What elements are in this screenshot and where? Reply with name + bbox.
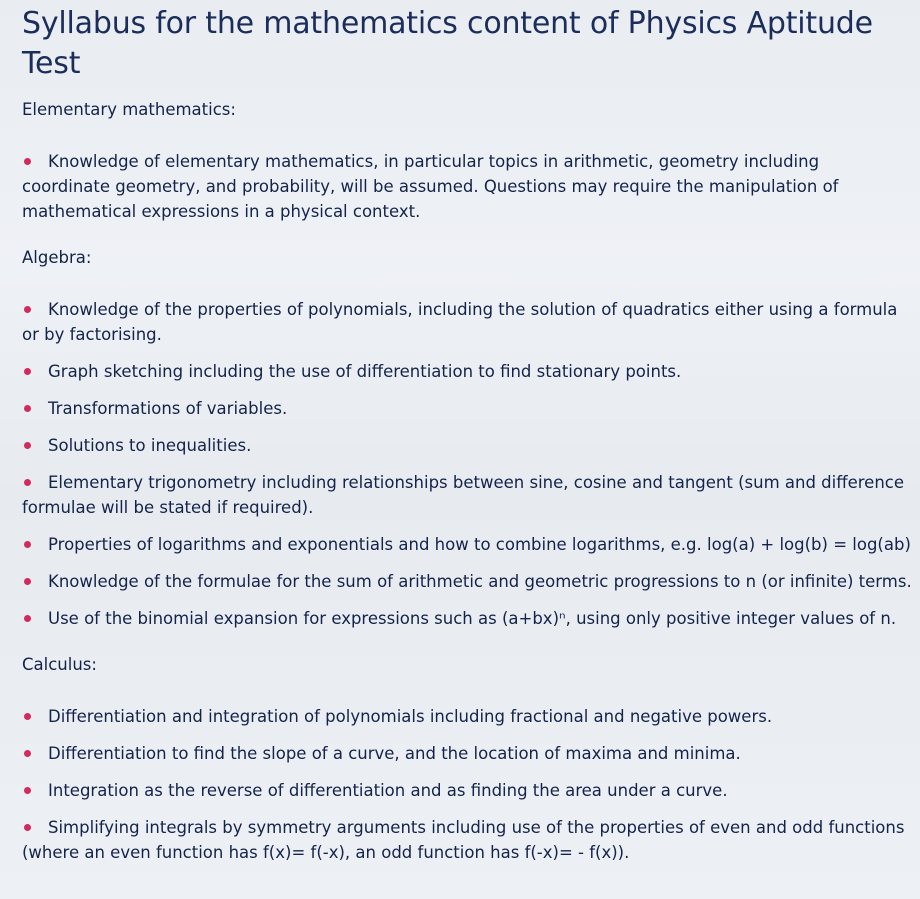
list-item xyxy=(22,569,912,594)
bullet-icon xyxy=(24,405,31,412)
list-item-text: Transformations of variables. xyxy=(48,399,288,418)
bullet-icon xyxy=(24,578,31,585)
topic-list xyxy=(22,149,912,224)
list-item-text: Solutions to inequalities. xyxy=(48,436,252,455)
list-item-text: Properties of logarithms and exponentials and how to combine logarithms, e.g. log(a) + log(b) = log(ab) xyxy=(48,535,911,554)
list-item-text: Elementary trigonometry including relationships between sine, cosine and tangent (sum and difference formulae will be stated if required). xyxy=(22,473,905,517)
topic-list xyxy=(22,704,912,865)
bullet-icon xyxy=(24,750,31,757)
section-heading: Elementary mathematics: xyxy=(22,100,236,119)
bullet-icon xyxy=(24,615,31,622)
bullet-icon xyxy=(24,368,31,375)
list-item-text: Differentiation and integration of polynomials including fractional and negative powers. xyxy=(48,707,773,726)
list-item xyxy=(22,359,912,384)
bullet-icon xyxy=(24,541,31,548)
list-item-text: Use of the binomial expansion for expressions such as (a+bx)ⁿ, using only positive integer values of n. xyxy=(48,609,897,628)
list-item-text: Simplifying integrals by symmetry arguments including use of the properties of even and odd functions (where an even function has f(x)= f(-x), an odd function has f(-x)= - f(x)). xyxy=(22,818,905,862)
page-title: Syllabus for the mathematics content of Physics Aptitude Test xyxy=(22,6,873,81)
list-item xyxy=(22,778,912,803)
list-item xyxy=(22,704,912,729)
section-heading: Calculus: xyxy=(22,655,97,674)
list-item-text: Knowledge of the properties of polynomials, including the solution of quadratics either using a formula or by factorising. xyxy=(22,300,898,344)
section-heading: Algebra: xyxy=(22,248,92,267)
list-item-text: Knowledge of the formulae for the sum of arithmetic and geometric progressions to n (or infinite) terms. xyxy=(48,572,912,591)
syllabus-page xyxy=(22,0,912,865)
list-item-text: Differentiation to find the slope of a curve, and the location of maxima and minima. xyxy=(48,744,741,763)
list-item-text: Knowledge of elementary mathematics, in particular topics in arithmetic, geometry including coordinate geometry, and probability, will be assumed. Questions may require the manipulation of mathematical expressions in a physical context. xyxy=(22,152,839,221)
bullet-icon xyxy=(24,713,31,720)
list-item xyxy=(22,532,912,557)
list-item xyxy=(22,815,912,865)
list-item-text: Graph sketching including the use of differentiation to find stationary points. xyxy=(48,362,682,381)
list-item xyxy=(22,396,912,421)
section-algebra xyxy=(22,247,912,631)
bullet-icon xyxy=(24,158,31,165)
bullet-icon xyxy=(24,306,31,313)
list-item xyxy=(22,741,912,766)
list-item xyxy=(22,297,912,347)
list-item xyxy=(22,606,912,631)
list-item xyxy=(22,149,912,224)
topic-list xyxy=(22,297,912,631)
section-calculus xyxy=(22,654,912,865)
bullet-icon xyxy=(24,442,31,449)
list-item xyxy=(22,470,912,520)
section-elementary-mathematics xyxy=(22,99,912,224)
bullet-icon xyxy=(24,824,31,831)
bullet-icon xyxy=(24,479,31,486)
list-item xyxy=(22,433,912,458)
list-item-text: Integration as the reverse of differentiation and as finding the area under a curve. xyxy=(48,781,728,800)
bullet-icon xyxy=(24,787,31,794)
